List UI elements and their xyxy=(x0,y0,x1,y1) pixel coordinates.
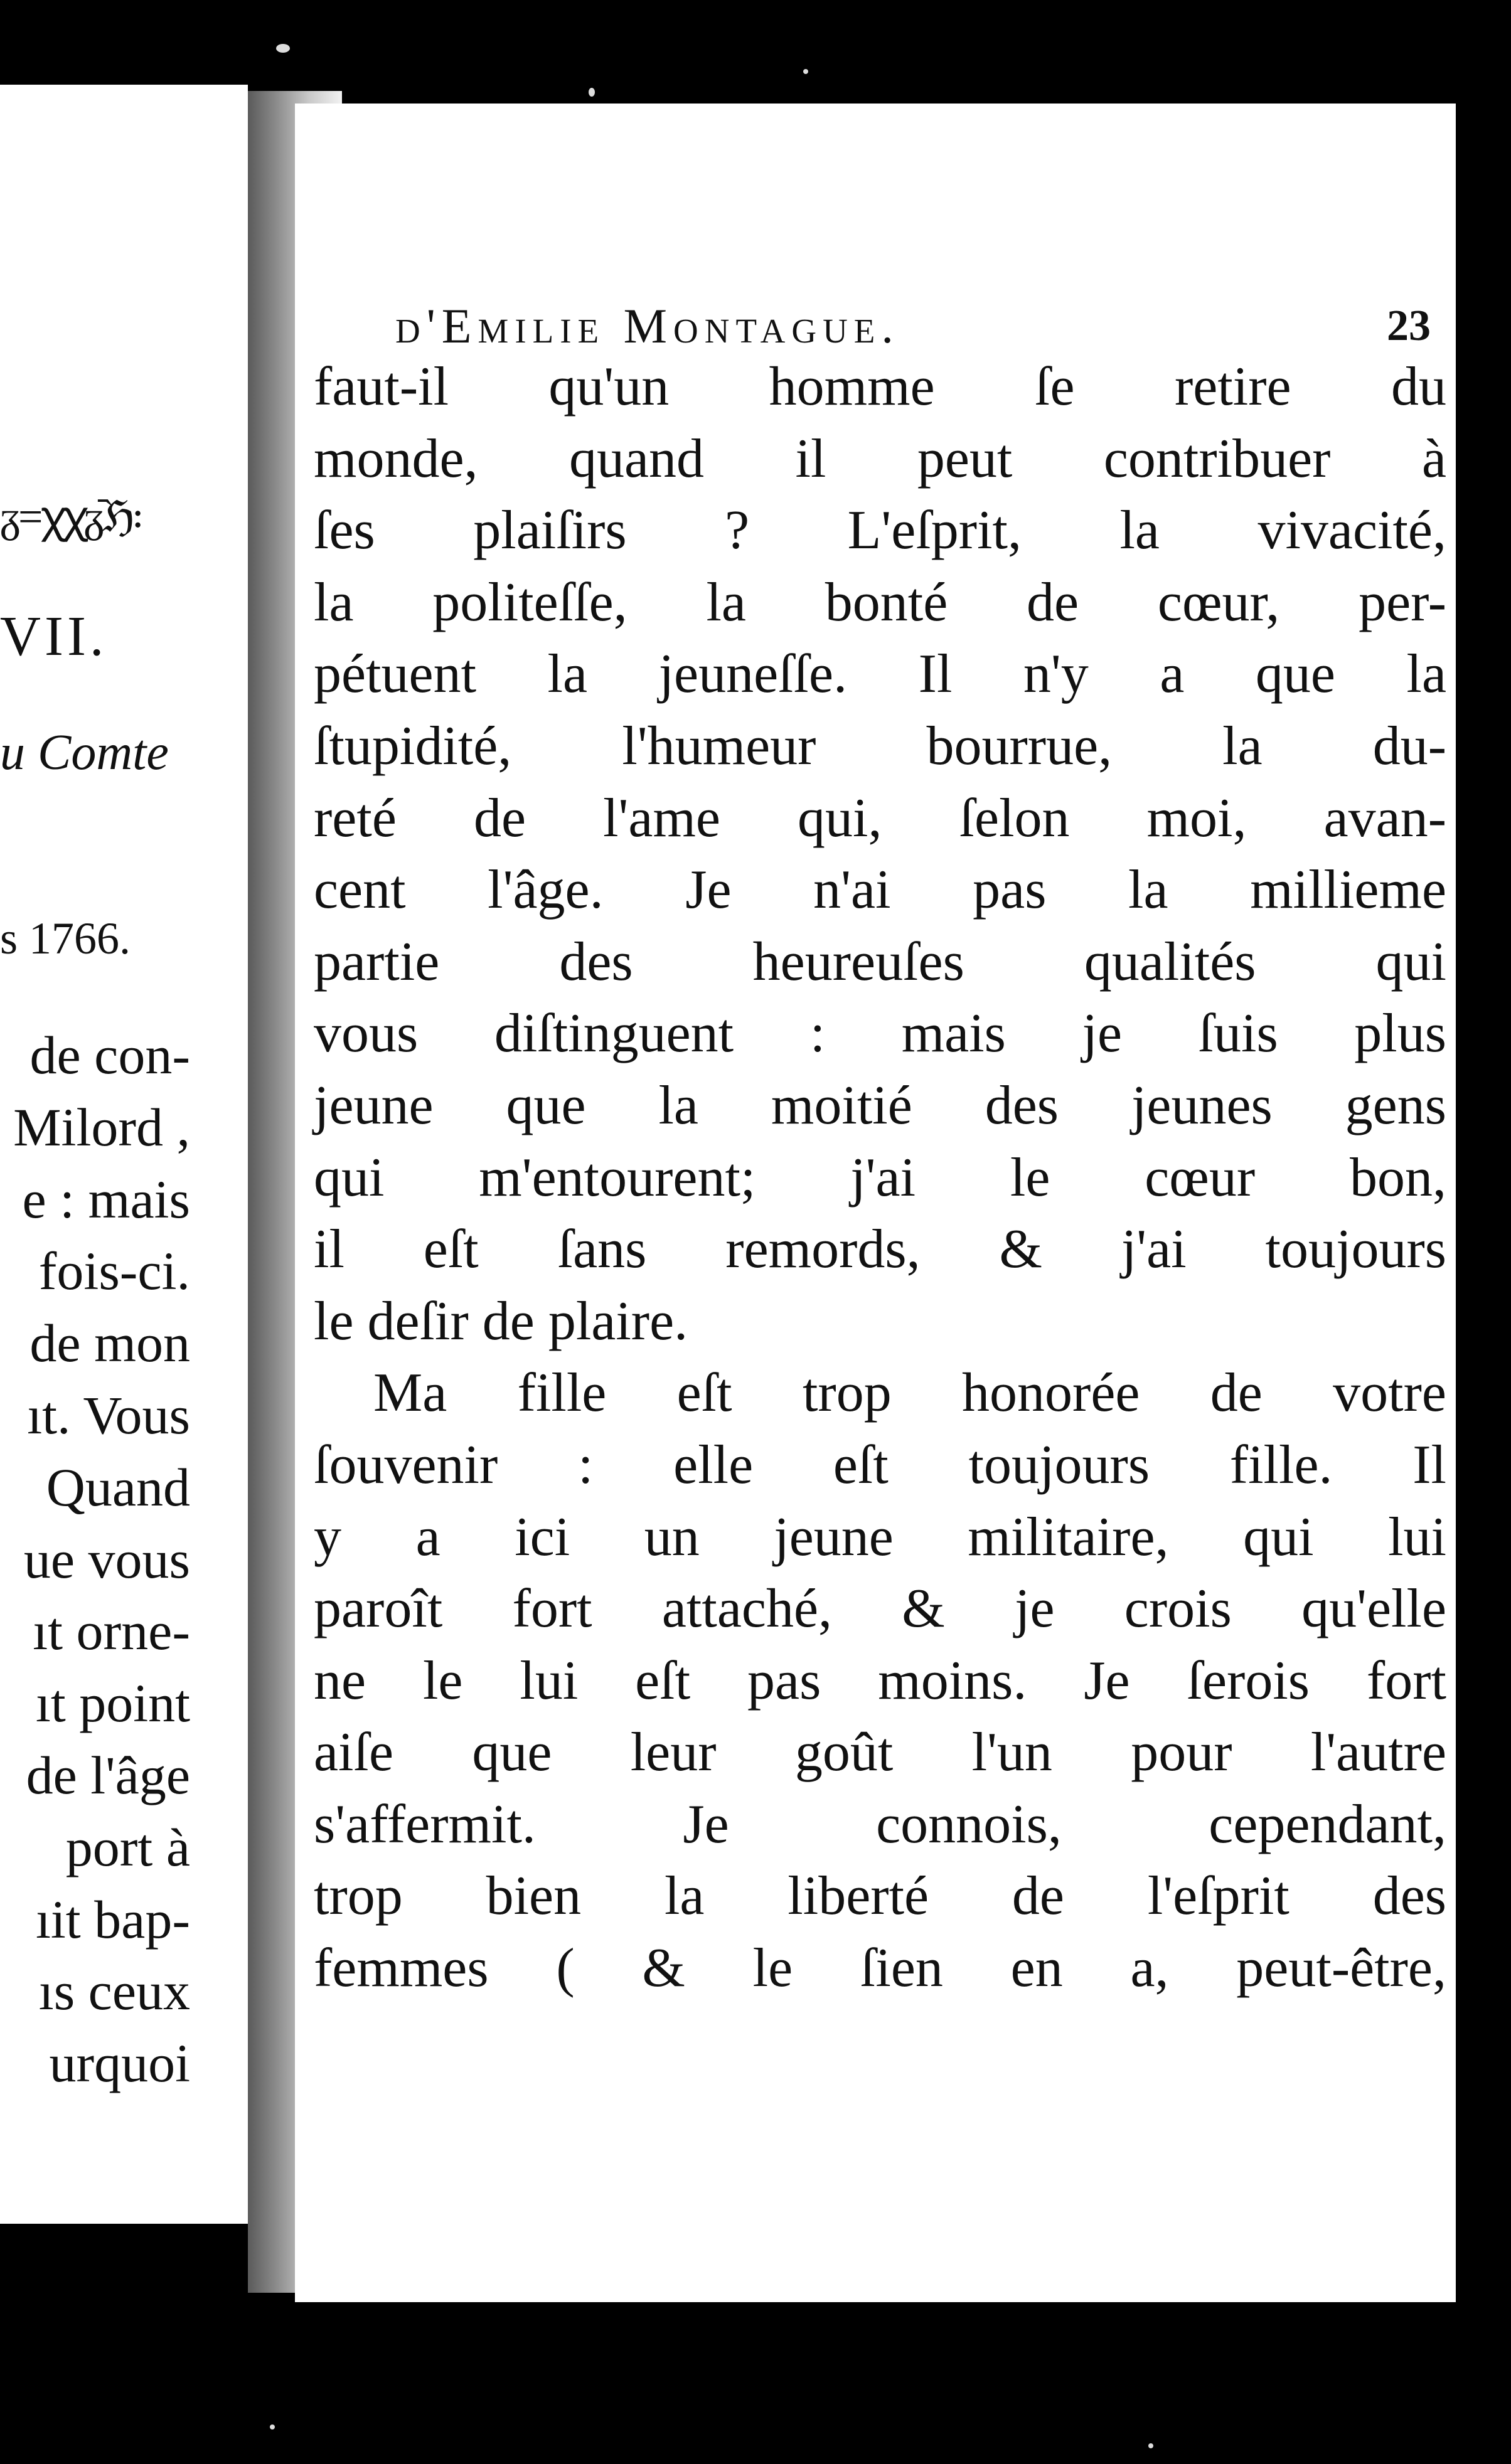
dust-speck xyxy=(803,69,808,74)
text-line: reté de l'ame qui, ſelon moi, avan- xyxy=(314,787,1446,849)
text-line: le deſir de plaire. xyxy=(314,1290,688,1352)
text-line: Milord , xyxy=(13,1097,190,1157)
page-body-text xyxy=(314,351,1446,2005)
right-page xyxy=(295,104,1456,2302)
text-line: vous diſtinguent : mais je ſuis plus xyxy=(314,1003,1446,1065)
text-line: aiſe que leur goût l'un pour l'autre xyxy=(314,1722,1446,1783)
text-line: jeune que la moitié des jeunes gens xyxy=(314,1075,1446,1136)
text-line: femmes ( & le ſien en a, peut-être, xyxy=(314,1938,1446,1999)
dust-speck xyxy=(589,88,595,97)
paragraph-first-line: Ma fille eſt trop honorée de votre xyxy=(373,1362,1446,1424)
page-number: 23 xyxy=(1387,302,1431,350)
text-line: monde, quand il peut contribuer à xyxy=(314,428,1446,489)
text-line: la politeſſe, la bonté de cœur, per- xyxy=(314,571,1446,633)
text-line: ſtupidité, l'humeur bourrue, la du- xyxy=(314,715,1446,777)
text-line: de l'âge xyxy=(26,1744,190,1805)
text-line: ue vous xyxy=(23,1529,190,1590)
text-line: s'affermit. Je connois, cependant, xyxy=(314,1793,1446,1855)
text-line: de mon xyxy=(29,1313,190,1374)
dust-speck xyxy=(270,2424,275,2429)
text-line: ſouvenir : elle eſt toujours fille. Il xyxy=(314,1434,1446,1495)
text-line: trop bien la liberté de l'eſprit des xyxy=(314,1866,1446,1927)
letter-recipient-heading: u Comte xyxy=(0,725,169,780)
text-line: de con- xyxy=(29,1025,190,1085)
letter-number-heading: VII. xyxy=(0,605,108,667)
left-page-fragment xyxy=(0,85,248,2224)
text-line: fois-ci. xyxy=(38,1241,190,1302)
text-line: y a ici un jeune militaire, qui lui xyxy=(314,1506,1446,1568)
running-head xyxy=(395,292,1431,361)
text-line: ſes plaiſirs ? L'eſprit, la vivacité, xyxy=(314,500,1446,561)
text-line: ıt point xyxy=(35,1673,190,1734)
dust-speck xyxy=(1148,2443,1153,2448)
text-line: faut-il qu'un homme ſe retire du xyxy=(314,356,1446,417)
running-title: d'Emilie Montague. xyxy=(395,299,900,353)
text-line: qui m'entourent; j'ai le cœur bon, xyxy=(314,1147,1446,1208)
left-page-text xyxy=(0,1019,248,2100)
text-line: partie des heureuſes qualités qui xyxy=(314,931,1446,992)
text-line: cent l'âge. Je n'ai pas la millieme xyxy=(314,859,1446,921)
text-line: port à xyxy=(65,1817,190,1877)
text-line: il eſt ſans remords, & j'ai toujours xyxy=(314,1219,1446,1280)
text-line: ne le lui eſt pas moins. Je ſerois fort xyxy=(314,1650,1446,1711)
dust-speck xyxy=(276,44,290,53)
text-line: ıit bap- xyxy=(36,1889,190,1950)
letter-date: s 1766. xyxy=(0,913,131,964)
text-line: ıt. Vous xyxy=(27,1384,190,1445)
text-line: pétuent la jeuneſſe. Il n'y a que la xyxy=(314,644,1446,705)
text-line: paroît fort attaché, & je crois qu'elle xyxy=(314,1578,1446,1640)
text-line: Quand xyxy=(46,1457,190,1517)
text-line: ıt orne- xyxy=(33,1601,190,1662)
ornament-rule: ᵹ=ꭓꭓᵹ᷆ℌ꞉ xyxy=(0,493,142,541)
text-line: e : mais xyxy=(22,1169,190,1229)
text-line: urquoi xyxy=(49,2033,190,2094)
text-line: ıs ceux xyxy=(38,1961,190,2022)
